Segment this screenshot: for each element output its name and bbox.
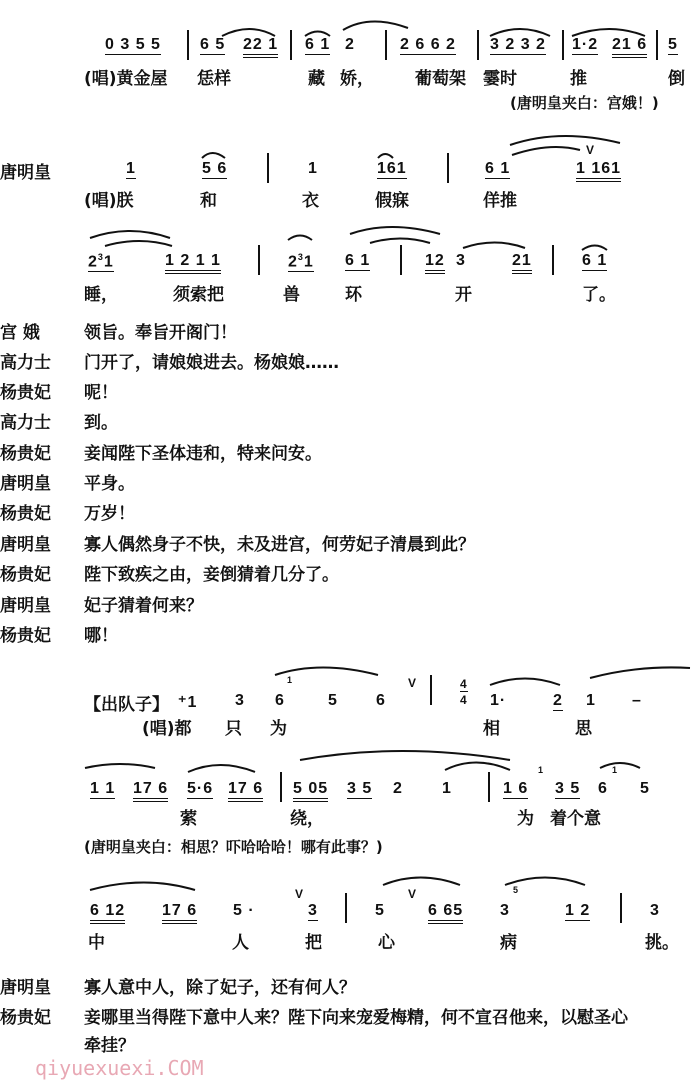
dash: – (632, 692, 642, 709)
dialogue-text: 陛下致疾之由，妾倒猜着几分了。 (84, 565, 339, 585)
lyric: 着个意 (550, 809, 601, 829)
barline (280, 772, 282, 802)
barline (258, 245, 260, 275)
time-signature-bottom: 4 (460, 693, 468, 707)
speaker-label: 杨贵妃 (0, 626, 51, 646)
barline (562, 30, 564, 60)
lyric: 思 (575, 719, 592, 739)
lyric: 心 (378, 933, 395, 953)
barline (656, 30, 658, 60)
breath-mark: V (586, 143, 596, 157)
tune-name: 【出队子】 (84, 695, 169, 715)
lyric: 人 (232, 933, 249, 953)
note-group: 6 1 (582, 252, 608, 269)
breath-mark: V (408, 887, 418, 901)
grace-note: 1 (287, 675, 294, 685)
note-group (88, 252, 114, 272)
note: 2 (288, 253, 298, 271)
speaker-label: 宫 娥 (0, 323, 40, 343)
note-group: 6 12 (90, 902, 125, 924)
speaker-label: 唐明皇 (0, 978, 51, 998)
lyric: (唱)都 (142, 719, 192, 739)
note-group: 17 6 (162, 902, 197, 924)
dialogue-text: 万岁！ (84, 504, 135, 524)
barline (345, 893, 347, 923)
dialogue-text: 领旨。奉旨开阁门！ (84, 323, 237, 343)
grace-note: 3 (297, 252, 304, 262)
note-group: 6 1 (305, 36, 331, 53)
barline (430, 675, 432, 705)
note-group: 3 5 (347, 780, 373, 797)
grace-note: 3 (97, 252, 104, 262)
note-group: 6 5 (200, 36, 226, 53)
note-group: 12 (425, 252, 445, 274)
lyric: 霎时 (483, 69, 517, 89)
note-group: 1 6 (503, 780, 529, 797)
note: 5 · (233, 902, 255, 919)
note-group: 3 5 (555, 780, 581, 797)
free-meter-note: ⁺1 (178, 694, 198, 711)
note-group: 1 2 1 1 (165, 252, 221, 274)
note: 1 (442, 780, 452, 797)
note-group: 5 05 (293, 780, 328, 802)
note: 2 (553, 692, 563, 709)
note-group: 1 2 (565, 902, 591, 919)
note-group (288, 252, 314, 272)
note: 1· (490, 692, 507, 709)
dialogue-continuation: 牵挂？ (84, 1036, 135, 1056)
lyric: 为 (270, 719, 287, 739)
speaker-label: 杨贵妃 (0, 383, 51, 403)
dialogue-text: 妾哪里当得陛下意中人来？陛下向来宠爱梅精，何不宣召他来，以慰圣心 (84, 1008, 628, 1028)
note: 1 (303, 253, 314, 271)
dialogue-text: 寡人意中人，除了妃子，还有何人？ (84, 978, 356, 998)
note-group: 21 6 (612, 36, 647, 58)
lyric: 葡萄架 (415, 69, 466, 89)
note-group: 0 3 5 5 (105, 36, 161, 53)
dialogue-text: 哪！ (84, 626, 118, 646)
barline (290, 30, 292, 60)
lyric: 睡， (84, 285, 118, 305)
barline (552, 245, 554, 275)
lyric: 病 (500, 933, 517, 953)
barline (385, 30, 387, 60)
note: 1 (103, 253, 114, 271)
lyric: 相 (483, 719, 500, 739)
lyric: 推 (570, 69, 587, 89)
lyric: 兽 (283, 285, 300, 305)
note: 3 (650, 902, 660, 919)
speaker-label: 唐明皇 (0, 596, 51, 616)
note-group: 22 1 (243, 36, 278, 58)
barline (187, 30, 189, 60)
speaker-label: 高力士 (0, 413, 51, 433)
lyric: 把 (305, 933, 322, 953)
dialogue-text: 平身。 (84, 474, 135, 494)
speaker-label: 唐明皇 (0, 535, 51, 555)
note-group: 5·6 (187, 780, 214, 797)
spoken-aside: (唐明皇夹白：宫娥！) (510, 94, 659, 112)
dialogue-text: 门开了，请娘娘进去。杨娘娘…… (84, 353, 339, 373)
speaker-label: 杨贵妃 (0, 565, 51, 585)
note-group: 17 6 (133, 780, 168, 802)
barline (447, 153, 449, 183)
lyric: 了。 (582, 285, 616, 305)
note: 2 (393, 780, 403, 797)
barline (400, 245, 402, 275)
lyric: 佯推 (483, 191, 517, 211)
speaker-label: 唐明皇 (0, 474, 51, 494)
note-group: 6 65 (428, 902, 463, 924)
lyric: 假寐 (375, 191, 409, 211)
lyric: 环 (345, 285, 362, 305)
grace-note: 1 (538, 765, 545, 775)
grace-note: 5 (513, 885, 520, 895)
lyric: 藏 (308, 69, 325, 89)
note-group: 1 (126, 160, 136, 177)
lyric: 须索把 (173, 285, 224, 305)
lyric: 萦 (180, 809, 197, 829)
time-signature-top: 4 (460, 677, 468, 691)
speaker-label: 杨贵妃 (0, 444, 51, 464)
lyric: 为 (517, 809, 534, 829)
grace-note: 1 (612, 765, 619, 775)
breath-mark: V (295, 887, 305, 901)
lyric: (唱)黄金屋 (84, 69, 168, 89)
dialogue-text: 寡人偶然身子不快，未及进宫，何劳妃子清晨到此？ (84, 535, 475, 555)
note: 6 (275, 692, 285, 709)
watermark: qiyuexuexi.COM (35, 1056, 204, 1080)
note: 5 (375, 902, 385, 919)
lyric: 衣 (302, 191, 319, 211)
note-group: 2 6 6 2 (400, 36, 456, 53)
speaker-label: 唐明皇 (0, 163, 51, 183)
lyric: 绕， (290, 809, 324, 829)
lyric: 娇， (340, 69, 374, 89)
note-group: 6 1 (485, 160, 511, 177)
note-group: 1 1 (90, 780, 116, 797)
note: 2 (88, 253, 98, 271)
breath-mark: V (408, 676, 418, 690)
speaker-label: 杨贵妃 (0, 1008, 51, 1028)
note-group: 5 (668, 36, 678, 53)
barline (620, 893, 622, 923)
note-group: 1·2 (572, 36, 599, 53)
note-group: 161 (377, 160, 407, 177)
note-group: 1 161 (576, 160, 621, 182)
note-group: 6 1 (345, 252, 371, 269)
dialogue-text: 妃子猜着何来？ (84, 596, 203, 616)
lyric: (唱)朕 (84, 191, 134, 211)
note-group: 17 6 (228, 780, 263, 802)
note-group: 3 2 3 2 (490, 36, 546, 53)
lyric: 和 (200, 191, 217, 211)
note: 3 (500, 902, 510, 919)
barline (488, 772, 490, 802)
note-fermata: 6 (376, 692, 386, 709)
lyric: 只 (225, 719, 242, 739)
barline (477, 30, 479, 60)
note: 1 (586, 692, 596, 709)
barline (267, 153, 269, 183)
dialogue-text: 到。 (84, 413, 118, 433)
note: 5 (328, 692, 338, 709)
note: 3 (308, 902, 318, 919)
note: 3 (235, 692, 245, 709)
note-group: 21 (512, 252, 532, 274)
lyric: 挑。 (645, 933, 679, 953)
lyric: 恁样 (197, 69, 231, 89)
speaker-label: 高力士 (0, 353, 51, 373)
speaker-label: 杨贵妃 (0, 504, 51, 524)
note: 6 (598, 780, 608, 797)
note-group: 1 (308, 160, 318, 177)
spoken-aside: (唐明皇夹白：相思？吓哈哈哈！哪有此事？) (84, 838, 383, 856)
lyric: 开 (455, 285, 472, 305)
note-group: 5 6 (202, 160, 228, 177)
note-group: 3 (456, 252, 466, 269)
lyric: 倒 (668, 69, 685, 89)
note-group: 2 (345, 36, 355, 53)
note: 5 (640, 780, 650, 797)
dialogue-text: 妾闻陛下圣体违和，特来问安。 (84, 444, 322, 464)
lyric: 中 (88, 933, 105, 953)
dialogue-text: 呢！ (84, 383, 118, 403)
